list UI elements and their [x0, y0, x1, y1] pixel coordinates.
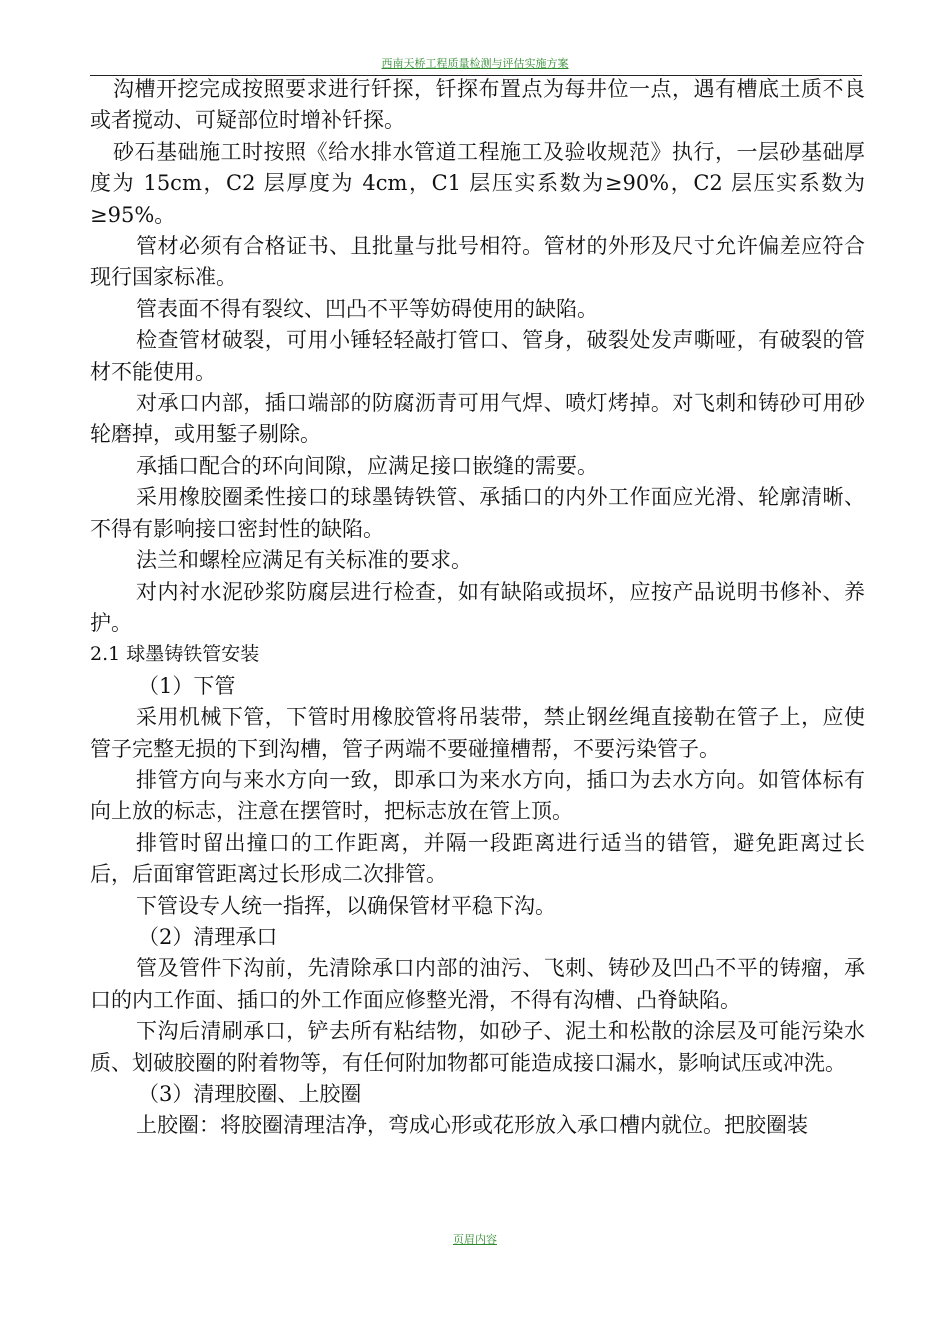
paragraph-annular-gap: 承插口配合的环向间隙，应满足接口嵌缝的需要。	[136, 453, 598, 478]
subheading-rubber-ring: （3）清理胶圈、上胶圈	[138, 1082, 362, 1106]
subheading-clean-socket: （2）清理承口	[138, 924, 278, 949]
paragraph-pipe-certificate: 管材必须有合格证书、且批量与批号相符。管材的外形及尺寸允许偏差应符合现行国家标准。	[90, 234, 865, 290]
document-body	[90, 74, 865, 1142]
paragraph-socket-cleaning: 管及管件下沟前，先清除承口内部的油污、飞刺、铸砂及凹凸不平的铸瘤，承口的内工作面、插口的外工作面应修整光滑，不得有沟槽、凸脊缺陷。	[90, 956, 865, 1012]
paragraph-install-ring: 上胶圈：将胶圈清理洁净，弯成心形或花形放入承口槽内就位。把胶圈装	[136, 1113, 808, 1138]
paragraph-work-distance: 排管时留出撞口的工作距离，并隔一段距离进行适当的错管，避免距离过长后，后面窜管距离过长形成二次排管。	[90, 830, 865, 887]
paragraph-brush-socket: 下沟后清刷承口，铲去所有粘结物，如砂子、泥土和松散的涂层及可能污染水质、划破胶圈的附着物等，有任何附加物都可能造成接口漏水，影响试压或冲洗。	[90, 1019, 865, 1075]
paragraph-mechanical-lowering: 采用机械下管，下管时用橡胶管将吊装带，禁止钢丝绳直接勒在管子上，应使管子完整无损的下到沟槽，管子两端不要碰撞槽帮，不要污染管子。	[90, 705, 865, 761]
paragraph-flange-bolt: 法兰和螺栓应满足有关标准的要求。	[136, 548, 472, 573]
paragraph-rubber-ring-joint: 采用橡胶圈柔性接口的球墨铸铁管、承插口的内外工作面应光滑、轮廓清晰、不得有影响接口密封性的缺陷。	[90, 485, 865, 541]
paragraph-trench-probing: 沟槽开挖完成按照要求进行钎探，钎探布置点为每井位一点，遇有槽底土质不良或者搅动、可疑部位时增补钎探。	[90, 77, 865, 133]
page-footer: 页眉内容	[453, 1233, 497, 1246]
paragraph-pipe-surface: 管表面不得有裂纹、凹凸不平等妨碍使用的缺陷。	[136, 296, 598, 321]
paragraph-command: 下管设专人统一指挥，以确保管材平稳下沟。	[136, 893, 556, 918]
paragraph-pipe-crack-check: 检查管材破裂，可用小锤轻轻敲打管口、管身，破裂处发声嘶哑，有破裂的管材不能使用。	[90, 328, 865, 384]
paragraph-pipe-direction: 排管方向与来水方向一致，即承口为来水方向，插口为去水方向。如管体标有向上放的标志，注意在摆管时，把标志放在管上顶。	[90, 767, 865, 824]
paragraph-mortar-lining: 对内衬水泥砂浆防腐层进行检查，如有缺陷或损坏，应按产品说明书修补、养护。	[90, 579, 865, 635]
section-heading-2-1: 2.1 球墨铸铁管安装	[90, 643, 260, 666]
page-header: 西南天桥工程质量检测与评估实施方案	[381, 57, 569, 70]
subheading-lowering-pipe: （1）下管	[138, 673, 236, 698]
paragraph-socket-asphalt: 对承口内部，插口端部的防腐沥青可用气焊、喷灯烤掉。对飞刺和铸砂可用砂轮磨掉，或用錾子剔除。	[90, 391, 865, 447]
paragraph-gravel-foundation: 砂石基础施工时按照《给水排水管道工程施工及验收规范》执行，一层砂基础厚度为 15cm，C2 层厚度为 4cm，C1 层压实系数为≥90%，C2 层压实系数为≥95%。	[90, 139, 865, 227]
